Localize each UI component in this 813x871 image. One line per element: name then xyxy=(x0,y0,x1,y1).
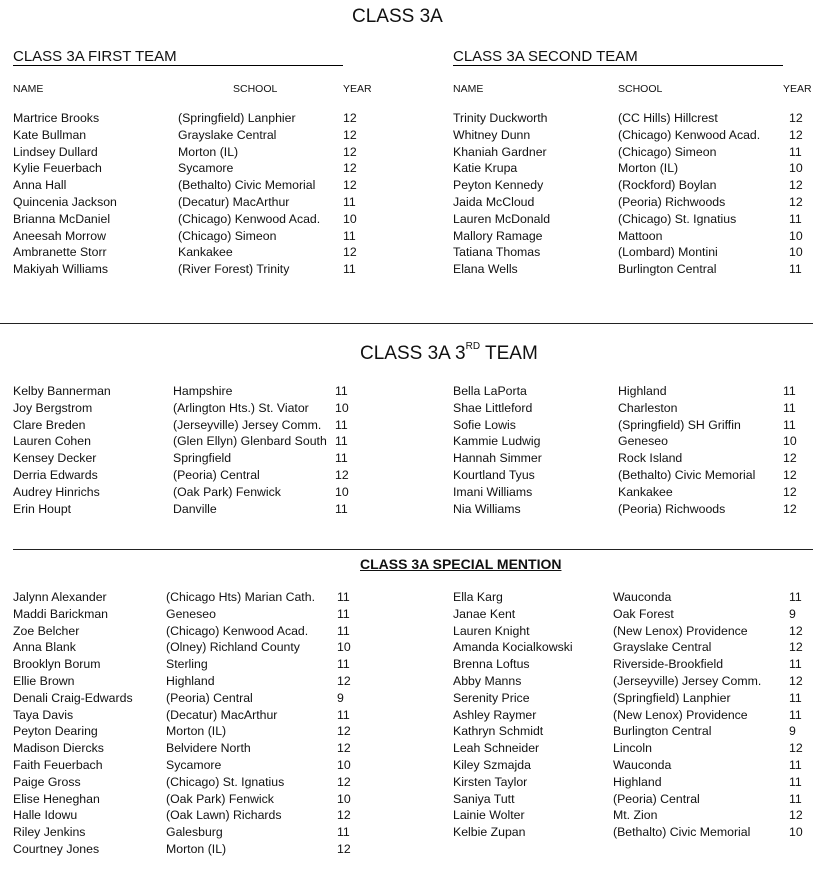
second-team-row-name: Elana Wells xyxy=(453,262,518,277)
second-team-row-year: 10 xyxy=(789,245,803,260)
special-mention-right-row-name: Lainie Wolter xyxy=(453,808,525,823)
special-mention-right-row-name: Amanda Kocialkowski xyxy=(453,640,573,655)
special-mention-right-row-school: Burlington Central xyxy=(613,724,712,739)
special-mention-right-row-name: Ella Karg xyxy=(453,590,503,604)
third-team-left-row-year: 12 xyxy=(335,468,349,482)
special-mention-right-row-year: 11 xyxy=(789,590,802,604)
special-mention-left-row-school: Belvidere North xyxy=(166,741,251,756)
third-team-left-row-school: (Oak Park) Fenwick xyxy=(173,484,281,499)
second-team-row-year: 12 xyxy=(789,127,803,142)
third-team-right-row-school: (Peoria) Richwoods xyxy=(618,501,726,516)
special-mention-right-row-year: 11 xyxy=(789,774,802,789)
first-team-row-year: 12 xyxy=(343,111,357,125)
special-mention-right-row-year: 12 xyxy=(789,623,803,638)
second-team-row-year: 10 xyxy=(789,228,803,243)
first-team-row-name: Ambranette Storr xyxy=(13,245,107,260)
special-mention-left-row-year: 10 xyxy=(337,791,351,806)
special-mention-left-row-name: Maddi Barickman xyxy=(13,606,108,621)
special-mention-right-row-year: 12 xyxy=(789,640,803,655)
first-team-row-school: (Chicago) Simeon xyxy=(178,228,277,243)
third-team-right-row-name: Hannah Simmer xyxy=(453,451,542,466)
second-team-row-name: Jaida McCloud xyxy=(453,195,535,209)
third-team-right-row-year: 12 xyxy=(783,468,797,482)
second-team-row-school: (Chicago) Kenwood Acad. xyxy=(618,127,761,142)
special-mention-left-row-school: Sycamore xyxy=(166,758,222,772)
second-team-row-year: 11 xyxy=(789,211,802,226)
third-team-left-row-name: Kensey Decker xyxy=(13,451,97,466)
special-mention-right-row-name: Janae Kent xyxy=(453,606,516,621)
special-mention-right-row-year: 11 xyxy=(789,657,802,672)
third-team-left-row-name: Clare Breden xyxy=(13,417,86,432)
first-team-row-name: Kate Bullman xyxy=(13,127,87,142)
third-team-right-row-name: Bella LaPorta xyxy=(453,384,527,398)
first-team-row-year: 12 xyxy=(343,161,357,176)
special-mention-right-row-school: (Jerseyville) Jersey Comm. xyxy=(613,674,762,688)
third-team-right-row-year: 11 xyxy=(783,400,796,415)
third-team-right-row-name: Imani Williams xyxy=(453,484,533,499)
special-mention-left-row-school: Highland xyxy=(166,674,215,688)
third-team-right-row-school: Rock Island xyxy=(618,451,683,466)
special-mention-right-row-name: Ashley Raymer xyxy=(453,707,537,722)
special-mention-left-row-school: (Peoria) Central xyxy=(166,690,253,705)
third-team-left-row-school: Springfield xyxy=(173,451,232,466)
first-team-row-year: 11 xyxy=(343,228,356,243)
third-team-left-row-school: Danville xyxy=(173,501,217,516)
special-mention-right-row-school: Grayslake Central xyxy=(613,640,712,655)
special-mention-right-row-name: Kelbie Zupan xyxy=(453,825,526,840)
third-team-left-row-school: (Glen Ellyn) Glenbard South xyxy=(173,434,327,449)
special-mention-left-row-year: 11 xyxy=(337,606,350,621)
first-team-col-name: NAME xyxy=(13,83,44,95)
special-mention-left-row-year: 12 xyxy=(337,741,351,756)
second-team-col-school: SCHOOL xyxy=(618,83,663,95)
special-mention-right-row-year: 11 xyxy=(789,690,802,705)
special-mention-left-row-name: Courtney Jones xyxy=(13,842,100,856)
special-mention-left-row-name: Elise Heneghan xyxy=(13,791,100,806)
third-team-left-row-year: 10 xyxy=(335,400,349,415)
first-team-row-name: Makiyah Williams xyxy=(13,262,108,277)
second-team-row-name: Tatiana Thomas xyxy=(453,245,541,260)
special-mention-right-row-name: Kathryn Schmidt xyxy=(453,724,544,739)
second-team-col-year: YEAR xyxy=(783,83,812,95)
special-mention-right-row-year: 11 xyxy=(789,758,802,772)
special-mention-left-row-name: Ellie Brown xyxy=(13,674,75,688)
special-mention-left-row-name: Taya Davis xyxy=(13,707,74,722)
first-team-row-name: Anna Hall xyxy=(13,178,67,193)
special-mention-right-row-school: Riverside-Brookfield xyxy=(613,657,724,672)
special-mention-right-row-school: (Bethalto) Civic Memorial xyxy=(613,825,751,840)
third-team-left-row-name: Audrey Hinrichs xyxy=(13,484,100,499)
special-mention-left-row-year: 11 xyxy=(337,825,350,840)
third-team-left-row-name: Derria Edwards xyxy=(13,468,98,482)
first-team-row-school: Grayslake Central xyxy=(178,127,277,142)
special-mention-left-row-school: (Chicago Hts) Marian Cath. xyxy=(166,590,315,604)
first-team-row-school: Sycamore xyxy=(178,161,234,176)
special-mention-right-row-school: Lincoln xyxy=(613,741,652,756)
special-mention-left-row-year: 11 xyxy=(337,707,350,722)
special-mention-left-row-school: Sterling xyxy=(166,657,208,672)
third-team-right-row-year: 11 xyxy=(783,384,796,398)
special-mention-left-row-year: 12 xyxy=(337,808,351,823)
special-divider xyxy=(13,549,813,550)
second-team-row-school: (Chicago) St. Ignatius xyxy=(618,211,737,226)
special-mention-left-row-name: Madison Diercks xyxy=(13,741,104,756)
third-team-left-row-school: (Peoria) Central xyxy=(173,468,260,482)
first-team-row-year: 11 xyxy=(343,262,356,277)
third-team-right-row-school: Geneseo xyxy=(618,434,668,449)
special-mention-left-row-year: 12 xyxy=(337,724,351,739)
special-mention-left-row-year: 11 xyxy=(337,623,350,638)
special-mention-right-row-name: Serenity Price xyxy=(453,690,530,705)
first-team-row-year: 11 xyxy=(343,195,356,209)
special-mention-left-row-school: Geneseo xyxy=(166,606,216,621)
special-mention-right-row-school: Highland xyxy=(613,774,662,789)
special-mention-left-row-school: (Chicago) Kenwood Acad. xyxy=(166,623,309,638)
special-mention-left-row-name: Halle Idowu xyxy=(13,808,78,823)
third-team-left-row-year: 11 xyxy=(335,434,348,449)
first-team-row-name: Brianna McDaniel xyxy=(13,211,111,226)
first-team-row-school: (Bethalto) Civic Memorial xyxy=(178,178,316,193)
third-team-left-row-year: 11 xyxy=(335,384,348,398)
third-team-left-row-name: Kelby Bannerman xyxy=(13,384,111,398)
third-team-right-row-name: Kourtland Tyus xyxy=(453,468,535,482)
first-team-row-school: Morton (IL) xyxy=(178,144,239,159)
third-team-left-row-name: Lauren Cohen xyxy=(13,434,91,449)
first-team-row-year: 10 xyxy=(343,211,357,226)
third-team-heading-sup: RD xyxy=(465,341,481,352)
special-mention-right-row-year: 12 xyxy=(789,741,803,756)
second-team-row-school: (Peoria) Richwoods xyxy=(618,195,726,209)
first-team-col-year: YEAR xyxy=(343,83,372,95)
first-team-row-school: (Chicago) Kenwood Acad. xyxy=(178,211,321,226)
special-mention-left-row-year: 10 xyxy=(337,758,351,772)
special-mention-right-row-year: 12 xyxy=(789,808,803,823)
special-mention-left-row-school: Morton (IL) xyxy=(166,724,227,739)
third-team-left-row-name: Erin Houpt xyxy=(13,501,72,516)
first-team-heading xyxy=(13,48,343,66)
second-team-heading-text: CLASS 3A SECOND TEAM xyxy=(453,48,638,65)
special-mention-left-row-name: Faith Feuerbach xyxy=(13,758,103,772)
third-team-right-row-year: 12 xyxy=(783,484,797,499)
special-mention-left-row-year: 11 xyxy=(337,657,350,672)
third-team-right-row-year: 10 xyxy=(783,434,797,449)
special-mention-right-row-school: Wauconda xyxy=(613,758,672,772)
second-team-row-school: Mattoon xyxy=(618,228,663,243)
second-team-row-year: 12 xyxy=(789,178,803,193)
second-team-row-school: (Lombard) Montini xyxy=(618,245,718,260)
special-mention-left-row-name: Peyton Dearing xyxy=(13,724,98,739)
second-team-row-school: (Chicago) Simeon xyxy=(618,144,717,159)
special-mention-left-row-name: Jalynn Alexander xyxy=(13,590,107,604)
third-team-right-row-year: 12 xyxy=(783,451,797,466)
second-team-row-name: Lauren McDonald xyxy=(453,211,551,226)
second-team-row-year: 12 xyxy=(789,195,803,209)
second-team-row-name: Mallory Ramage xyxy=(453,228,543,243)
third-team-right-row-name: Nia Williams xyxy=(453,501,521,516)
first-team-row-name: Aneesah Morrow xyxy=(13,228,106,243)
third-team-left-row-name: Joy Bergstrom xyxy=(13,400,93,415)
special-mention-left-row-name: Zoe Belcher xyxy=(13,623,80,638)
special-mention-left-row-year: 11 xyxy=(337,590,350,604)
special-mention-right-row-year: 10 xyxy=(789,825,803,840)
special-mention-left-row-school: (Oak Park) Fenwick xyxy=(166,791,274,806)
page-title: CLASS 3A xyxy=(352,6,443,27)
second-team-row-school: Burlington Central xyxy=(618,262,717,277)
first-team-row-name: Quincenia Jackson xyxy=(13,195,117,209)
third-team-right-row-school: (Springfield) SH Griffin xyxy=(618,417,741,432)
special-mention-right-row-name: Saniya Tutt xyxy=(453,791,515,806)
second-team-heading xyxy=(453,48,783,66)
first-team-row-school: (Springfield) Lanphier xyxy=(178,111,296,125)
special-mention-left-row-school: (Decatur) MacArthur xyxy=(166,707,278,722)
special-mention-left-row-school: Galesburg xyxy=(166,825,223,840)
special-mention-left-row-school: (Oak Lawn) Richards xyxy=(166,808,282,823)
third-team-left-row-year: 11 xyxy=(335,451,348,466)
second-team-row-school: (CC Hills) Hillcrest xyxy=(618,111,718,125)
special-mention-right-row-school: Wauconda xyxy=(613,590,672,604)
section-divider xyxy=(0,323,813,324)
special-mention-heading: CLASS 3A SPECIAL MENTION xyxy=(360,556,562,572)
third-team-left-row-school: (Arlington Hts.) St. Viator xyxy=(173,400,309,415)
first-team-row-year: 12 xyxy=(343,178,357,193)
first-team-heading-text: CLASS 3A FIRST TEAM xyxy=(13,48,177,65)
special-mention-right-row-school: (New Lenox) Providence xyxy=(613,707,748,722)
second-team-row-school: Morton (IL) xyxy=(618,161,679,176)
special-mention-left-row-name: Riley Jenkins xyxy=(13,825,86,840)
special-mention-left-row-school: (Chicago) St. Ignatius xyxy=(166,774,285,789)
third-team-right-row-school: (Bethalto) Civic Memorial xyxy=(618,468,756,482)
special-mention-right-row-name: Abby Manns xyxy=(453,674,522,688)
second-team-row-school: (Rockford) Boylan xyxy=(618,178,717,193)
second-team-row-name: Whitney Dunn xyxy=(453,127,531,142)
third-team-left-row-school: Hampshire xyxy=(173,384,233,398)
second-team-row-name: Trinity Duckworth xyxy=(453,111,548,125)
third-team-right-row-name: Kammie Ludwig xyxy=(453,434,541,449)
first-team-col-school: SCHOOL xyxy=(233,83,278,95)
first-team-row-name: Martrice Brooks xyxy=(13,111,100,125)
special-mention-right-row-school: (Springfield) Lanphier xyxy=(613,690,731,705)
third-team-right-row-name: Shae Littleford xyxy=(453,400,533,415)
first-team-row-school: Kankakee xyxy=(178,245,233,260)
third-team-right-row-year: 12 xyxy=(783,501,797,516)
first-team-row-school: (River Forest) Trinity xyxy=(178,262,290,277)
special-mention-right-row-school: Mt. Zion xyxy=(613,808,658,823)
special-mention-right-row-name: Leah Schneider xyxy=(453,741,540,756)
special-mention-left-row-school: Morton (IL) xyxy=(166,842,227,856)
special-mention-left-row-name: Denali Craig-Edwards xyxy=(13,690,133,705)
third-team-right-row-year: 11 xyxy=(783,417,796,432)
second-team-row-year: 10 xyxy=(789,161,803,176)
third-team-heading-end: TEAM xyxy=(480,343,538,364)
special-mention-left-row-name: Anna Blank xyxy=(13,640,76,655)
third-team-right-row-school: Kankakee xyxy=(618,484,673,499)
special-mention-left-row-year: 9 xyxy=(337,690,344,705)
second-team-row-year: 12 xyxy=(789,111,803,125)
special-mention-left-row-name: Brooklyn Borum xyxy=(13,657,101,672)
first-team-row-name: Kylie Feuerbach xyxy=(13,161,102,176)
special-mention-left-row-school: (Olney) Richland County xyxy=(166,640,300,655)
special-mention-right-row-name: Kirsten Taylor xyxy=(453,774,528,789)
special-mention-left-row-year: 10 xyxy=(337,640,351,655)
second-team-col-name: NAME xyxy=(453,83,484,95)
special-mention-right-row-name: Kiley Szmajda xyxy=(453,758,531,772)
third-team-right-row-school: Highland xyxy=(618,384,667,398)
special-mention-left-row-name: Paige Gross xyxy=(13,774,81,789)
first-team-row-year: 12 xyxy=(343,127,357,142)
special-mention-left-row-year: 12 xyxy=(337,774,351,789)
special-mention-left-row-year: 12 xyxy=(337,842,351,856)
third-team-left-row-year: 10 xyxy=(335,484,349,499)
third-team-heading-main: CLASS 3A 3 xyxy=(360,343,466,364)
third-team-right-row-name: Sofie Lowis xyxy=(453,417,516,432)
second-team-row-name: Peyton Kennedy xyxy=(453,178,544,193)
special-mention-right-row-year: 9 xyxy=(789,724,796,739)
special-mention-right-row-year: 9 xyxy=(789,606,796,621)
first-team-row-year: 12 xyxy=(343,245,357,260)
special-mention-right-row-school: (Peoria) Central xyxy=(613,791,700,806)
third-team-left-row-school: (Jerseyville) Jersey Comm. xyxy=(173,417,322,432)
second-team-row-year: 11 xyxy=(789,144,802,159)
special-mention-right-row-name: Brenna Loftus xyxy=(453,657,530,672)
special-mention-right-row-school: Oak Forest xyxy=(613,606,674,621)
first-team-row-name: Lindsey Dullard xyxy=(13,144,98,159)
first-team-row-school: (Decatur) MacArthur xyxy=(178,195,290,209)
special-mention-left-row-year: 12 xyxy=(337,674,351,688)
second-team-row-name: Katie Krupa xyxy=(453,161,518,176)
special-mention-right-row-name: Lauren Knight xyxy=(453,623,530,638)
special-mention-right-row-year: 11 xyxy=(789,707,802,722)
third-team-left-row-year: 11 xyxy=(335,501,348,516)
special-mention-right-row-year: 12 xyxy=(789,674,803,688)
special-mention-right-row-year: 11 xyxy=(789,791,802,806)
second-team-row-year: 11 xyxy=(789,262,802,277)
third-team-right-row-school: Charleston xyxy=(618,400,678,415)
second-team-row-name: Khaniah Gardner xyxy=(453,144,547,159)
special-mention-right-row-school: (New Lenox) Providence xyxy=(613,623,748,638)
third-team-left-row-year: 11 xyxy=(335,417,348,432)
third-team-heading xyxy=(360,343,538,365)
first-team-row-year: 12 xyxy=(343,144,357,159)
